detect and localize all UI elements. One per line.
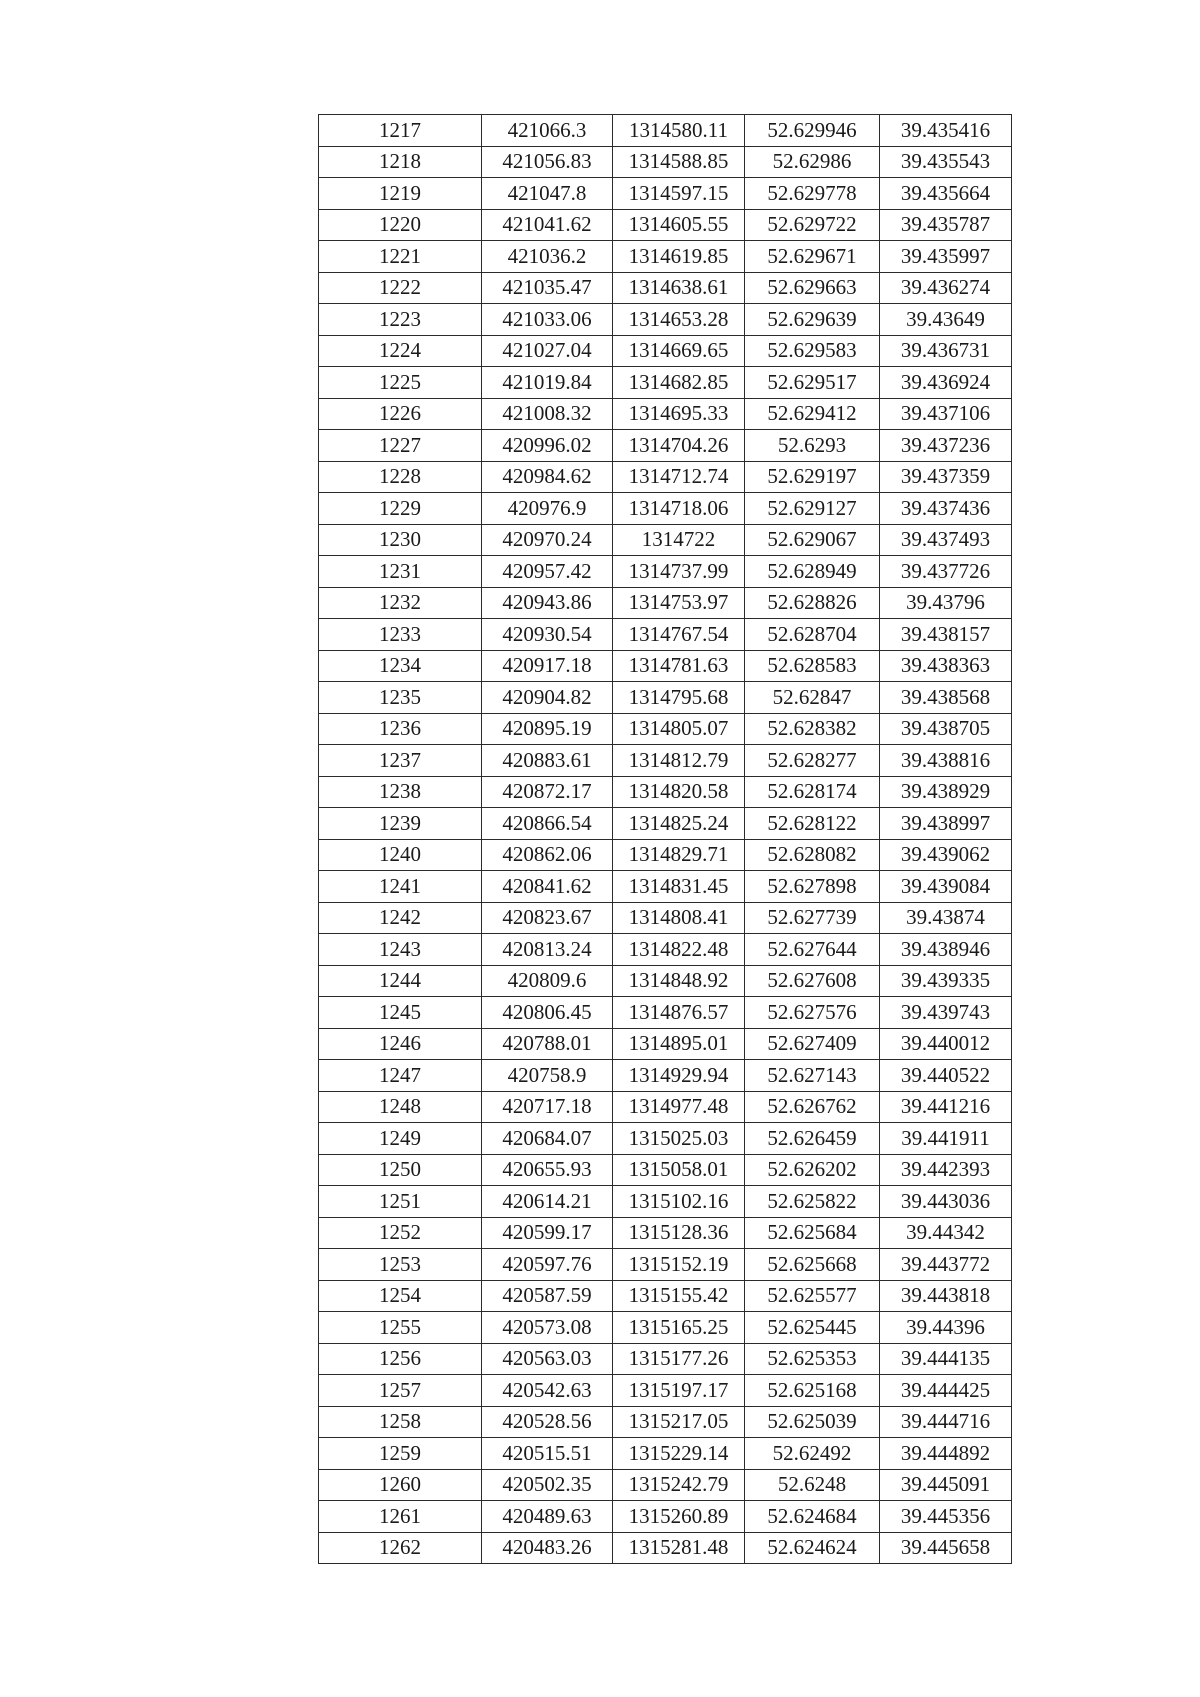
y-coordinate-cell: 1314831.45 bbox=[613, 871, 745, 903]
y-coordinate-cell: 1314848.92 bbox=[613, 965, 745, 997]
table-row bbox=[319, 965, 1012, 997]
point-number-cell: 1251 bbox=[319, 1186, 482, 1218]
longitude-cell: 39.443036 bbox=[880, 1186, 1012, 1218]
table-row bbox=[319, 524, 1012, 556]
table-row bbox=[319, 1501, 1012, 1533]
longitude-cell: 39.444135 bbox=[880, 1343, 1012, 1375]
x-coordinate-cell: 420895.19 bbox=[482, 713, 613, 745]
table-row bbox=[319, 272, 1012, 304]
table-row bbox=[319, 430, 1012, 462]
point-number-cell: 1220 bbox=[319, 209, 482, 241]
table-row bbox=[319, 241, 1012, 273]
longitude-cell: 39.445356 bbox=[880, 1501, 1012, 1533]
longitude-cell: 39.435416 bbox=[880, 115, 1012, 147]
latitude-cell: 52.628826 bbox=[745, 587, 880, 619]
x-coordinate-cell: 421019.84 bbox=[482, 367, 613, 399]
latitude-cell: 52.625822 bbox=[745, 1186, 880, 1218]
x-coordinate-cell: 420563.03 bbox=[482, 1343, 613, 1375]
y-coordinate-cell: 1314580.11 bbox=[613, 115, 745, 147]
latitude-cell: 52.628174 bbox=[745, 776, 880, 808]
x-coordinate-cell: 420883.61 bbox=[482, 745, 613, 777]
table-row bbox=[319, 1343, 1012, 1375]
y-coordinate-cell: 1315165.25 bbox=[613, 1312, 745, 1344]
point-number-cell: 1241 bbox=[319, 871, 482, 903]
latitude-cell: 52.626762 bbox=[745, 1091, 880, 1123]
y-coordinate-cell: 1315128.36 bbox=[613, 1217, 745, 1249]
latitude-cell: 52.629722 bbox=[745, 209, 880, 241]
longitude-cell: 39.437236 bbox=[880, 430, 1012, 462]
table-row bbox=[319, 619, 1012, 651]
x-coordinate-cell: 421036.2 bbox=[482, 241, 613, 273]
table-row bbox=[319, 997, 1012, 1029]
y-coordinate-cell: 1314805.07 bbox=[613, 713, 745, 745]
y-coordinate-cell: 1314704.26 bbox=[613, 430, 745, 462]
table-row bbox=[319, 398, 1012, 430]
y-coordinate-cell: 1315242.79 bbox=[613, 1469, 745, 1501]
latitude-cell: 52.625445 bbox=[745, 1312, 880, 1344]
latitude-cell: 52.628277 bbox=[745, 745, 880, 777]
latitude-cell: 52.629412 bbox=[745, 398, 880, 430]
table-row bbox=[319, 1091, 1012, 1123]
latitude-cell: 52.627608 bbox=[745, 965, 880, 997]
table-row bbox=[319, 335, 1012, 367]
y-coordinate-cell: 1314695.33 bbox=[613, 398, 745, 430]
longitude-cell: 39.441911 bbox=[880, 1123, 1012, 1155]
table-row bbox=[319, 650, 1012, 682]
table-row bbox=[319, 178, 1012, 210]
latitude-cell: 52.624684 bbox=[745, 1501, 880, 1533]
y-coordinate-cell: 1314718.06 bbox=[613, 493, 745, 525]
x-coordinate-cell: 420717.18 bbox=[482, 1091, 613, 1123]
y-coordinate-cell: 1315229.14 bbox=[613, 1438, 745, 1470]
latitude-cell: 52.628704 bbox=[745, 619, 880, 651]
longitude-cell: 39.444892 bbox=[880, 1438, 1012, 1470]
table-row bbox=[319, 209, 1012, 241]
x-coordinate-cell: 420957.42 bbox=[482, 556, 613, 588]
longitude-cell: 39.436274 bbox=[880, 272, 1012, 304]
y-coordinate-cell: 1314977.48 bbox=[613, 1091, 745, 1123]
table-row bbox=[319, 871, 1012, 903]
y-coordinate-cell: 1314597.15 bbox=[613, 178, 745, 210]
x-coordinate-cell: 421008.32 bbox=[482, 398, 613, 430]
y-coordinate-cell: 1314825.24 bbox=[613, 808, 745, 840]
table-row bbox=[319, 1154, 1012, 1186]
latitude-cell: 52.62847 bbox=[745, 682, 880, 714]
point-number-cell: 1227 bbox=[319, 430, 482, 462]
latitude-cell: 52.629671 bbox=[745, 241, 880, 273]
point-number-cell: 1224 bbox=[319, 335, 482, 367]
x-coordinate-cell: 420943.86 bbox=[482, 587, 613, 619]
point-number-cell: 1232 bbox=[319, 587, 482, 619]
x-coordinate-cell: 420917.18 bbox=[482, 650, 613, 682]
x-coordinate-cell: 421033.06 bbox=[482, 304, 613, 336]
table-row bbox=[319, 682, 1012, 714]
y-coordinate-cell: 1314605.55 bbox=[613, 209, 745, 241]
x-coordinate-cell: 420806.45 bbox=[482, 997, 613, 1029]
longitude-cell: 39.445091 bbox=[880, 1469, 1012, 1501]
latitude-cell: 52.62986 bbox=[745, 146, 880, 178]
x-coordinate-cell: 420528.56 bbox=[482, 1406, 613, 1438]
y-coordinate-cell: 1315152.19 bbox=[613, 1249, 745, 1281]
point-number-cell: 1238 bbox=[319, 776, 482, 808]
x-coordinate-cell: 421047.8 bbox=[482, 178, 613, 210]
latitude-cell: 52.6248 bbox=[745, 1469, 880, 1501]
longitude-cell: 39.438363 bbox=[880, 650, 1012, 682]
table-row bbox=[319, 713, 1012, 745]
table-row bbox=[319, 115, 1012, 147]
x-coordinate-cell: 420655.93 bbox=[482, 1154, 613, 1186]
longitude-cell: 39.43649 bbox=[880, 304, 1012, 336]
latitude-cell: 52.629583 bbox=[745, 335, 880, 367]
point-number-cell: 1223 bbox=[319, 304, 482, 336]
longitude-cell: 39.439084 bbox=[880, 871, 1012, 903]
table-row bbox=[319, 934, 1012, 966]
longitude-cell: 39.439062 bbox=[880, 839, 1012, 871]
point-number-cell: 1239 bbox=[319, 808, 482, 840]
latitude-cell: 52.628949 bbox=[745, 556, 880, 588]
y-coordinate-cell: 1314737.99 bbox=[613, 556, 745, 588]
latitude-cell: 52.627409 bbox=[745, 1028, 880, 1060]
x-coordinate-cell: 420489.63 bbox=[482, 1501, 613, 1533]
latitude-cell: 52.626202 bbox=[745, 1154, 880, 1186]
table-row bbox=[319, 1532, 1012, 1564]
point-number-cell: 1257 bbox=[319, 1375, 482, 1407]
x-coordinate-cell: 420904.82 bbox=[482, 682, 613, 714]
y-coordinate-cell: 1314795.68 bbox=[613, 682, 745, 714]
latitude-cell: 52.629946 bbox=[745, 115, 880, 147]
x-coordinate-cell: 420976.9 bbox=[482, 493, 613, 525]
longitude-cell: 39.438816 bbox=[880, 745, 1012, 777]
longitude-cell: 39.439335 bbox=[880, 965, 1012, 997]
x-coordinate-cell: 420502.35 bbox=[482, 1469, 613, 1501]
x-coordinate-cell: 420970.24 bbox=[482, 524, 613, 556]
table-row bbox=[319, 1469, 1012, 1501]
y-coordinate-cell: 1314712.74 bbox=[613, 461, 745, 493]
y-coordinate-cell: 1315217.05 bbox=[613, 1406, 745, 1438]
point-number-cell: 1226 bbox=[319, 398, 482, 430]
latitude-cell: 52.628122 bbox=[745, 808, 880, 840]
point-number-cell: 1236 bbox=[319, 713, 482, 745]
x-coordinate-cell: 421056.83 bbox=[482, 146, 613, 178]
longitude-cell: 39.437359 bbox=[880, 461, 1012, 493]
table-row bbox=[319, 304, 1012, 336]
y-coordinate-cell: 1314929.94 bbox=[613, 1060, 745, 1092]
longitude-cell: 39.436924 bbox=[880, 367, 1012, 399]
latitude-cell: 52.627576 bbox=[745, 997, 880, 1029]
longitude-cell: 39.445658 bbox=[880, 1532, 1012, 1564]
coordinates-table bbox=[318, 114, 1012, 1564]
table-row bbox=[319, 146, 1012, 178]
y-coordinate-cell: 1314653.28 bbox=[613, 304, 745, 336]
latitude-cell: 52.629778 bbox=[745, 178, 880, 210]
y-coordinate-cell: 1315260.89 bbox=[613, 1501, 745, 1533]
table-row bbox=[319, 776, 1012, 808]
point-number-cell: 1235 bbox=[319, 682, 482, 714]
table-row bbox=[319, 1438, 1012, 1470]
table-row bbox=[319, 1406, 1012, 1438]
table-row bbox=[319, 1186, 1012, 1218]
point-number-cell: 1233 bbox=[319, 619, 482, 651]
point-number-cell: 1254 bbox=[319, 1280, 482, 1312]
y-coordinate-cell: 1314669.65 bbox=[613, 335, 745, 367]
y-coordinate-cell: 1315281.48 bbox=[613, 1532, 745, 1564]
x-coordinate-cell: 420597.76 bbox=[482, 1249, 613, 1281]
x-coordinate-cell: 420862.06 bbox=[482, 839, 613, 871]
table-row bbox=[319, 493, 1012, 525]
longitude-cell: 39.44342 bbox=[880, 1217, 1012, 1249]
y-coordinate-cell: 1314638.61 bbox=[613, 272, 745, 304]
latitude-cell: 52.629639 bbox=[745, 304, 880, 336]
latitude-cell: 52.629127 bbox=[745, 493, 880, 525]
x-coordinate-cell: 421041.62 bbox=[482, 209, 613, 241]
longitude-cell: 39.43796 bbox=[880, 587, 1012, 619]
x-coordinate-cell: 420614.21 bbox=[482, 1186, 613, 1218]
y-coordinate-cell: 1314588.85 bbox=[613, 146, 745, 178]
x-coordinate-cell: 421035.47 bbox=[482, 272, 613, 304]
point-number-cell: 1252 bbox=[319, 1217, 482, 1249]
x-coordinate-cell: 420872.17 bbox=[482, 776, 613, 808]
point-number-cell: 1217 bbox=[319, 115, 482, 147]
point-number-cell: 1247 bbox=[319, 1060, 482, 1092]
table-body bbox=[319, 115, 1012, 1564]
y-coordinate-cell: 1314822.48 bbox=[613, 934, 745, 966]
x-coordinate-cell: 420996.02 bbox=[482, 430, 613, 462]
longitude-cell: 39.438929 bbox=[880, 776, 1012, 808]
table-row bbox=[319, 1280, 1012, 1312]
point-number-cell: 1253 bbox=[319, 1249, 482, 1281]
longitude-cell: 39.437493 bbox=[880, 524, 1012, 556]
longitude-cell: 39.440012 bbox=[880, 1028, 1012, 1060]
point-number-cell: 1245 bbox=[319, 997, 482, 1029]
point-number-cell: 1259 bbox=[319, 1438, 482, 1470]
x-coordinate-cell: 420587.59 bbox=[482, 1280, 613, 1312]
latitude-cell: 52.624624 bbox=[745, 1532, 880, 1564]
table-row bbox=[319, 461, 1012, 493]
x-coordinate-cell: 420809.6 bbox=[482, 965, 613, 997]
latitude-cell: 52.628382 bbox=[745, 713, 880, 745]
point-number-cell: 1221 bbox=[319, 241, 482, 273]
longitude-cell: 39.437726 bbox=[880, 556, 1012, 588]
latitude-cell: 52.629663 bbox=[745, 272, 880, 304]
longitude-cell: 39.443772 bbox=[880, 1249, 1012, 1281]
table-row bbox=[319, 902, 1012, 934]
longitude-cell: 39.440522 bbox=[880, 1060, 1012, 1092]
y-coordinate-cell: 1315025.03 bbox=[613, 1123, 745, 1155]
point-number-cell: 1244 bbox=[319, 965, 482, 997]
point-number-cell: 1228 bbox=[319, 461, 482, 493]
x-coordinate-cell: 420573.08 bbox=[482, 1312, 613, 1344]
y-coordinate-cell: 1314820.58 bbox=[613, 776, 745, 808]
table-row bbox=[319, 367, 1012, 399]
table-row bbox=[319, 745, 1012, 777]
point-number-cell: 1249 bbox=[319, 1123, 482, 1155]
x-coordinate-cell: 420930.54 bbox=[482, 619, 613, 651]
longitude-cell: 39.438568 bbox=[880, 682, 1012, 714]
longitude-cell: 39.441216 bbox=[880, 1091, 1012, 1123]
point-number-cell: 1234 bbox=[319, 650, 482, 682]
point-number-cell: 1222 bbox=[319, 272, 482, 304]
longitude-cell: 39.435664 bbox=[880, 178, 1012, 210]
x-coordinate-cell: 420599.17 bbox=[482, 1217, 613, 1249]
point-number-cell: 1219 bbox=[319, 178, 482, 210]
y-coordinate-cell: 1314722 bbox=[613, 524, 745, 556]
x-coordinate-cell: 420823.67 bbox=[482, 902, 613, 934]
x-coordinate-cell: 420813.24 bbox=[482, 934, 613, 966]
table-row bbox=[319, 587, 1012, 619]
point-number-cell: 1250 bbox=[319, 1154, 482, 1186]
longitude-cell: 39.437106 bbox=[880, 398, 1012, 430]
y-coordinate-cell: 1314812.79 bbox=[613, 745, 745, 777]
table-row bbox=[319, 1028, 1012, 1060]
longitude-cell: 39.435543 bbox=[880, 146, 1012, 178]
y-coordinate-cell: 1315155.42 bbox=[613, 1280, 745, 1312]
point-number-cell: 1225 bbox=[319, 367, 482, 399]
latitude-cell: 52.625168 bbox=[745, 1375, 880, 1407]
longitude-cell: 39.439743 bbox=[880, 997, 1012, 1029]
point-number-cell: 1261 bbox=[319, 1501, 482, 1533]
table-row bbox=[319, 1312, 1012, 1344]
point-number-cell: 1262 bbox=[319, 1532, 482, 1564]
point-number-cell: 1237 bbox=[319, 745, 482, 777]
longitude-cell: 39.438997 bbox=[880, 808, 1012, 840]
x-coordinate-cell: 420984.62 bbox=[482, 461, 613, 493]
latitude-cell: 52.625668 bbox=[745, 1249, 880, 1281]
longitude-cell: 39.438705 bbox=[880, 713, 1012, 745]
point-number-cell: 1258 bbox=[319, 1406, 482, 1438]
latitude-cell: 52.626459 bbox=[745, 1123, 880, 1155]
x-coordinate-cell: 421066.3 bbox=[482, 115, 613, 147]
x-coordinate-cell: 421027.04 bbox=[482, 335, 613, 367]
point-number-cell: 1256 bbox=[319, 1343, 482, 1375]
table-row bbox=[319, 1249, 1012, 1281]
x-coordinate-cell: 420788.01 bbox=[482, 1028, 613, 1060]
point-number-cell: 1260 bbox=[319, 1469, 482, 1501]
latitude-cell: 52.625353 bbox=[745, 1343, 880, 1375]
longitude-cell: 39.435787 bbox=[880, 209, 1012, 241]
latitude-cell: 52.629517 bbox=[745, 367, 880, 399]
y-coordinate-cell: 1314808.41 bbox=[613, 902, 745, 934]
point-number-cell: 1248 bbox=[319, 1091, 482, 1123]
y-coordinate-cell: 1315177.26 bbox=[613, 1343, 745, 1375]
x-coordinate-cell: 420515.51 bbox=[482, 1438, 613, 1470]
latitude-cell: 52.627739 bbox=[745, 902, 880, 934]
latitude-cell: 52.628583 bbox=[745, 650, 880, 682]
longitude-cell: 39.442393 bbox=[880, 1154, 1012, 1186]
longitude-cell: 39.44396 bbox=[880, 1312, 1012, 1344]
x-coordinate-cell: 420758.9 bbox=[482, 1060, 613, 1092]
x-coordinate-cell: 420483.26 bbox=[482, 1532, 613, 1564]
table-row bbox=[319, 1123, 1012, 1155]
y-coordinate-cell: 1315197.17 bbox=[613, 1375, 745, 1407]
y-coordinate-cell: 1315102.16 bbox=[613, 1186, 745, 1218]
latitude-cell: 52.625577 bbox=[745, 1280, 880, 1312]
latitude-cell: 52.627644 bbox=[745, 934, 880, 966]
point-number-cell: 1231 bbox=[319, 556, 482, 588]
x-coordinate-cell: 420684.07 bbox=[482, 1123, 613, 1155]
y-coordinate-cell: 1315058.01 bbox=[613, 1154, 745, 1186]
latitude-cell: 52.628082 bbox=[745, 839, 880, 871]
point-number-cell: 1229 bbox=[319, 493, 482, 525]
latitude-cell: 52.629197 bbox=[745, 461, 880, 493]
longitude-cell: 39.438946 bbox=[880, 934, 1012, 966]
point-number-cell: 1255 bbox=[319, 1312, 482, 1344]
longitude-cell: 39.435997 bbox=[880, 241, 1012, 273]
point-number-cell: 1243 bbox=[319, 934, 482, 966]
table-row bbox=[319, 1060, 1012, 1092]
latitude-cell: 52.627143 bbox=[745, 1060, 880, 1092]
longitude-cell: 39.43874 bbox=[880, 902, 1012, 934]
y-coordinate-cell: 1314895.01 bbox=[613, 1028, 745, 1060]
latitude-cell: 52.629067 bbox=[745, 524, 880, 556]
point-number-cell: 1242 bbox=[319, 902, 482, 934]
table-row bbox=[319, 808, 1012, 840]
y-coordinate-cell: 1314753.97 bbox=[613, 587, 745, 619]
x-coordinate-cell: 420841.62 bbox=[482, 871, 613, 903]
latitude-cell: 52.627898 bbox=[745, 871, 880, 903]
point-number-cell: 1230 bbox=[319, 524, 482, 556]
y-coordinate-cell: 1314829.71 bbox=[613, 839, 745, 871]
latitude-cell: 52.625684 bbox=[745, 1217, 880, 1249]
y-coordinate-cell: 1314619.85 bbox=[613, 241, 745, 273]
x-coordinate-cell: 420542.63 bbox=[482, 1375, 613, 1407]
y-coordinate-cell: 1314876.57 bbox=[613, 997, 745, 1029]
table-row bbox=[319, 839, 1012, 871]
point-number-cell: 1240 bbox=[319, 839, 482, 871]
y-coordinate-cell: 1314767.54 bbox=[613, 619, 745, 651]
point-number-cell: 1218 bbox=[319, 146, 482, 178]
longitude-cell: 39.443818 bbox=[880, 1280, 1012, 1312]
latitude-cell: 52.625039 bbox=[745, 1406, 880, 1438]
point-number-cell: 1246 bbox=[319, 1028, 482, 1060]
latitude-cell: 52.6293 bbox=[745, 430, 880, 462]
table-row bbox=[319, 1217, 1012, 1249]
x-coordinate-cell: 420866.54 bbox=[482, 808, 613, 840]
y-coordinate-cell: 1314781.63 bbox=[613, 650, 745, 682]
longitude-cell: 39.436731 bbox=[880, 335, 1012, 367]
longitude-cell: 39.438157 bbox=[880, 619, 1012, 651]
y-coordinate-cell: 1314682.85 bbox=[613, 367, 745, 399]
longitude-cell: 39.444716 bbox=[880, 1406, 1012, 1438]
table-row bbox=[319, 556, 1012, 588]
table-row bbox=[319, 1375, 1012, 1407]
longitude-cell: 39.437436 bbox=[880, 493, 1012, 525]
latitude-cell: 52.62492 bbox=[745, 1438, 880, 1470]
longitude-cell: 39.444425 bbox=[880, 1375, 1012, 1407]
